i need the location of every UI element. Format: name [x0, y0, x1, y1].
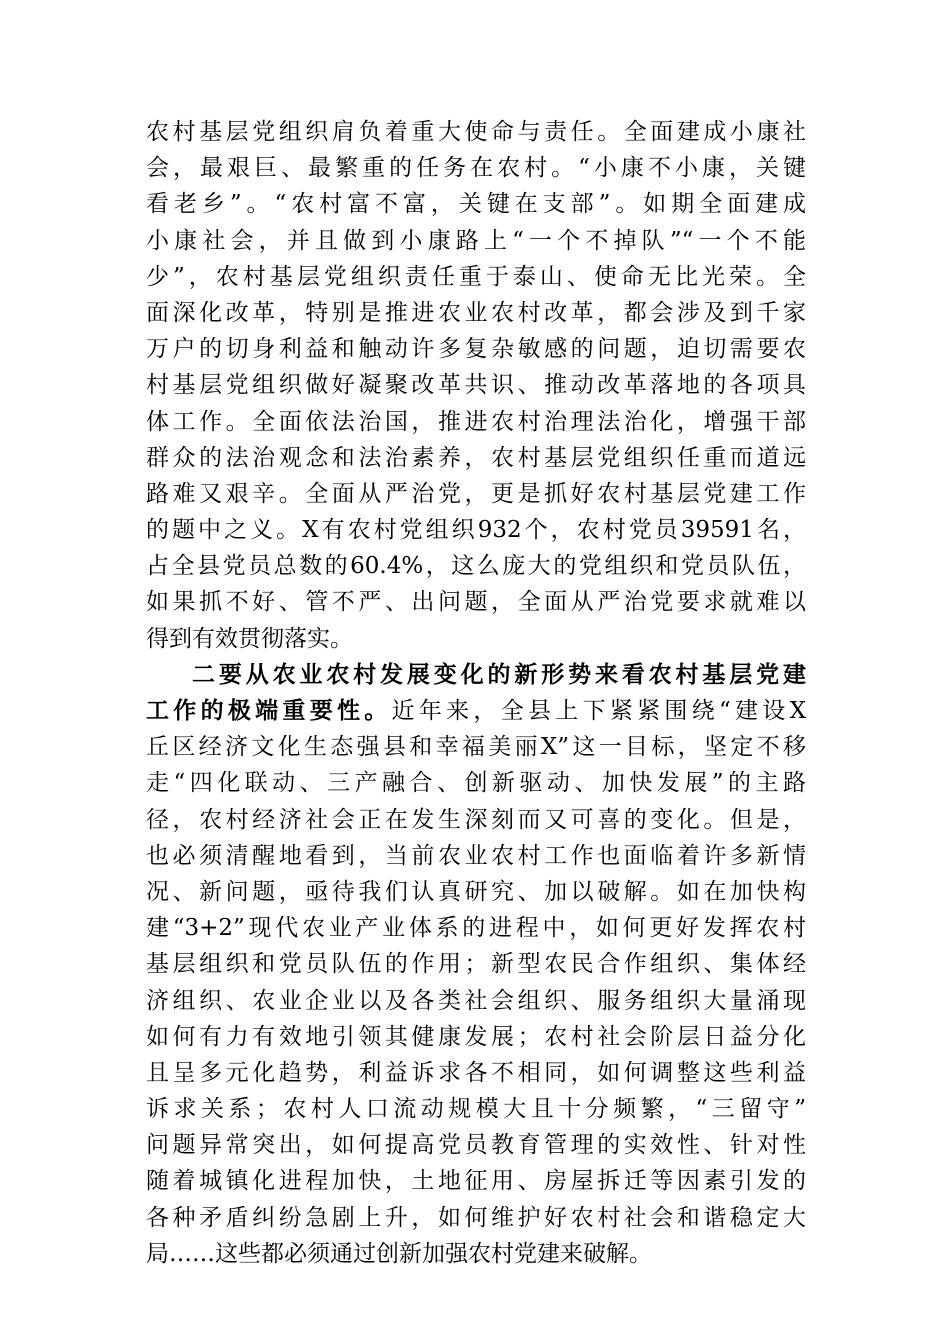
text-line — [146, 693, 806, 729]
text-line: 路难又艰辛。全面从严治党，更是抓好农村基层党建工作 — [146, 480, 806, 507]
text-line: 看老乡”。“农村富不富，关键在支部”。如期全面建成 — [146, 191, 806, 218]
text-line: 群众的法治观念和法治素养，农村基层党组织任重而道远 — [146, 444, 806, 471]
text-line: 小康社会，并且做到小康路上“一个不掉队”“一个不能 — [146, 227, 806, 254]
text-line: 面深化改革，特别是推进农业农村改革，都会涉及到千家 — [146, 299, 806, 326]
paragraph-1 — [146, 114, 806, 657]
body-text — [146, 114, 806, 1272]
text-line: 走“四化联动、三产融合、创新驱动、加快发展”的主路 — [146, 770, 806, 797]
text-line: 随着城镇化进程加快，土地征用、房屋拆迁等因素引发的 — [146, 1168, 806, 1195]
text-line: 问题异常突出，如何提高党员教育管理的实效性、针对性 — [146, 1132, 806, 1159]
text-line: 也必须清醒地看到，当前农业农村工作也面临着许多新情 — [146, 842, 806, 869]
text-line: 建“3+2”现代农业产业体系的进程中，如何更好发挥农村 — [146, 915, 806, 942]
text-line: 体工作。全面依法治国，推进农村治理法治化，增强干部 — [146, 408, 806, 435]
text-line: 基层组织和党员队伍的作用；新型农民合作组织、集体经 — [146, 951, 806, 978]
text-line: 村基层党组织做好凝聚改革共识、推动改革落地的各项具 — [146, 372, 806, 399]
text-line: 丘区经济文化生态强县和幸福美丽X”这一目标，坚定不移 — [146, 734, 806, 761]
text-line: 会，最艰巨、最繁重的任务在农村。“小康不小康，关键 — [146, 155, 806, 182]
text-line: 得到有效贯彻落实。 — [146, 625, 353, 652]
text-line: 如果抓不好、管不严、出问题，全面从严治党要求就难以 — [146, 589, 806, 616]
section-heading-end: 工作的极端重要性。 — [146, 697, 392, 724]
text-line: 诉求关系；农村人口流动规模大且十分频繁，“三留守” — [146, 1096, 806, 1123]
text-line: 各种矛盾纠纷急剧上升，如何维护好农村社会和谐稳定大 — [146, 1204, 806, 1231]
text-line: 且呈多元化趋势，利益诉求各不相同，如何调整这些利益 — [146, 1059, 806, 1086]
text-line: 局……这些都必须通过创新加强农村党建来破解。 — [146, 1240, 652, 1267]
text-line: 万户的切身利益和触动许多复杂敏感的问题，迫切需要农 — [146, 336, 806, 363]
paragraph-2 — [146, 657, 806, 1272]
text-line: 济组织、农业企业以及各类社会组织、服务组织大量涌现 — [146, 987, 806, 1014]
section-heading-line: 二要从农业农村发展变化的新形势来看农村基层党建 — [192, 660, 806, 688]
text-line: 少”，农村基层党组织责任重于泰山、使命无比光荣。全 — [146, 263, 806, 290]
text-line: 的题中之义。X有农村党组织932个，农村党员39591名， — [146, 517, 806, 544]
text-line: 如何有力有效地引领其健康发展；农村社会阶层日益分化 — [146, 1023, 806, 1050]
text-segment: 近年来，全县上下紧紧围绕“建设X — [391, 698, 806, 724]
text-line: 占全县党员总数的60.4%，这么庞大的党组织和党员队伍， — [146, 553, 806, 580]
text-line: 况、新问题，亟待我们认真研究、加以破解。如在加快构 — [146, 878, 806, 905]
text-line: 农村基层党组织肩负着重大使命与责任。全面建成小康社 — [146, 119, 806, 145]
text-line: 径，农村经济社会正在发生深刻而又可喜的变化。但是， — [146, 806, 806, 833]
